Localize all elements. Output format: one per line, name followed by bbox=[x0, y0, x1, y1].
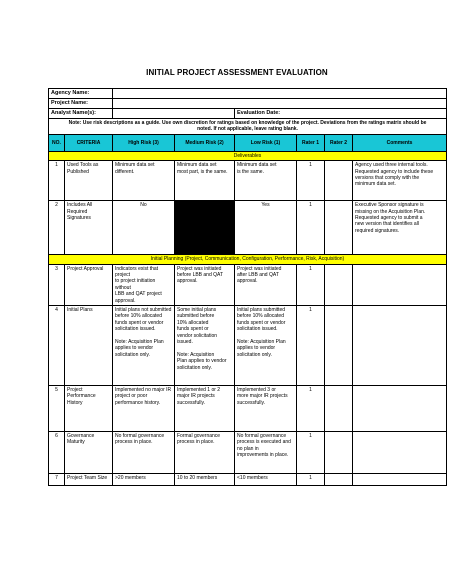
row-no: 2 bbox=[49, 201, 65, 255]
row-comments[interactable] bbox=[353, 474, 447, 486]
row-no: 4 bbox=[49, 306, 65, 386]
row-comments[interactable] bbox=[353, 306, 447, 386]
section-title-initial-planning: Initial Planning (Project, Communication, Configuration, Performance, Risk, Acquisition) bbox=[49, 255, 447, 264]
section-header-row bbox=[49, 151, 447, 160]
analyst-label: Analyst Name(s): bbox=[49, 109, 113, 119]
row-no: 1 bbox=[49, 161, 65, 201]
row-rater-2[interactable] bbox=[325, 306, 353, 386]
row-medium-risk: Implemented 1 or 2 major IR projects successfully. bbox=[175, 386, 235, 432]
row-no: 6 bbox=[49, 432, 65, 474]
row-low-risk: Minimum data set is the same. bbox=[235, 161, 297, 201]
row-criteria: Used Tools as Published bbox=[65, 161, 113, 201]
page-title: INITIAL PROJECT ASSESSMENT EVALUATION bbox=[146, 68, 328, 77]
section-title-deliverables: Deliverables bbox=[49, 151, 447, 160]
col-header-high-risk: High Risk (3) bbox=[113, 134, 175, 151]
row-medium-risk: Minimum data set most part, is the same. bbox=[175, 161, 235, 201]
col-header-comments: Comments bbox=[353, 134, 447, 151]
agency-row bbox=[49, 89, 447, 99]
row-high-risk: >20 members bbox=[113, 474, 175, 486]
row-comments[interactable] bbox=[353, 264, 447, 305]
project-row bbox=[49, 99, 447, 109]
row-high-risk: Implemented no major IR project or poor performance history. bbox=[113, 386, 175, 432]
table-row bbox=[49, 201, 447, 255]
table-row bbox=[49, 474, 447, 486]
row-rater-1[interactable]: 1 bbox=[297, 432, 325, 474]
column-header-row bbox=[49, 134, 447, 151]
row-low-risk: Initial plans submitted before 10% allocated funds spent or vendor solicitation issued. Note: Acquisition Plan applies to vendor solicitation only. bbox=[235, 306, 297, 386]
col-header-criteria: CRITERIA bbox=[65, 134, 113, 151]
row-criteria: Initial Plans bbox=[65, 306, 113, 386]
row-rater-2[interactable] bbox=[325, 474, 353, 486]
row-high-risk: Minimum data set different. bbox=[113, 161, 175, 201]
row-rater-1[interactable]: 1 bbox=[297, 161, 325, 201]
row-comments[interactable] bbox=[353, 386, 447, 432]
row-criteria: Project Approval bbox=[65, 264, 113, 305]
row-rater-1[interactable]: 1 bbox=[297, 386, 325, 432]
row-criteria: Project Performance History bbox=[65, 386, 113, 432]
row-no: 5 bbox=[49, 386, 65, 432]
col-header-no: NO. bbox=[49, 134, 65, 151]
row-medium-risk: 10 to 20 members bbox=[175, 474, 235, 486]
row-comments[interactable]: Agency used three internal tools. Requested agency to include these versions that comply with the minimum data set. bbox=[353, 161, 447, 201]
note-line-1: Note: Use risk descriptions as a guide. Use own discretion for ratings based on knowledge of the project. Deviations from the ratings matrix should be bbox=[68, 120, 427, 127]
row-high-risk: Initial plans not submitted before 10% allocated funds spent or vendor solicitation issued. Note: Acquisition Plan applies to vendor solicitation only. bbox=[113, 306, 175, 386]
col-header-rater-1: Rater 1 bbox=[297, 134, 325, 151]
note-row bbox=[49, 119, 447, 135]
row-rater-1[interactable]: 1 bbox=[297, 201, 325, 255]
agency-value[interactable] bbox=[113, 89, 447, 99]
row-comments[interactable] bbox=[353, 432, 447, 474]
row-rater-1[interactable]: 1 bbox=[297, 474, 325, 486]
row-criteria: Project Team Size bbox=[65, 474, 113, 486]
analyst-row bbox=[49, 109, 447, 119]
row-comments[interactable]: Executive Sponsor signature is missing on the Acquisition Plan. Requested agency to submit a new version that identifies all required signatures. bbox=[353, 201, 447, 255]
row-criteria: Governance Maturity bbox=[65, 432, 113, 474]
row-rater-2[interactable] bbox=[325, 264, 353, 305]
evaluation-date-label: Evaluation Date: bbox=[235, 109, 447, 119]
row-criteria: Includes All Required Signatures bbox=[65, 201, 113, 255]
row-rater-1[interactable]: 1 bbox=[297, 306, 325, 386]
row-medium-risk: Project was initiated before LBB and QAT approval. bbox=[175, 264, 235, 305]
project-label: Project Name: bbox=[49, 99, 113, 109]
analyst-value[interactable] bbox=[113, 109, 235, 119]
row-no: 3 bbox=[49, 264, 65, 305]
table-row bbox=[49, 264, 447, 305]
row-low-risk: <10 members bbox=[235, 474, 297, 486]
note-line-2: noted. If not applicable, leave rating blank. bbox=[197, 126, 298, 133]
row-low-risk: Implemented 3 or more major IR projects successfully. bbox=[235, 386, 297, 432]
col-header-rater-2: Rater 2 bbox=[325, 134, 353, 151]
row-rater-2[interactable] bbox=[325, 161, 353, 201]
note-text bbox=[49, 119, 447, 135]
section-header-row bbox=[49, 255, 447, 264]
table-row bbox=[49, 161, 447, 201]
row-high-risk: Indicators exist that project to project initiation without LBB and QAT project approval. bbox=[113, 264, 175, 305]
row-no: 7 bbox=[49, 474, 65, 486]
row-rater-2[interactable] bbox=[325, 386, 353, 432]
row-high-risk: No bbox=[113, 201, 175, 255]
table-row bbox=[49, 432, 447, 474]
col-header-medium-risk: Medium Risk (2) bbox=[175, 134, 235, 151]
col-header-low-risk: Low Risk (1) bbox=[235, 134, 297, 151]
row-medium-risk-blacked-out bbox=[175, 201, 235, 255]
project-value[interactable] bbox=[113, 99, 447, 109]
row-rater-1[interactable]: 1 bbox=[297, 264, 325, 305]
assessment-table bbox=[48, 88, 447, 486]
row-low-risk: Yes bbox=[235, 201, 297, 255]
row-high-risk: No formal governance process in place. bbox=[113, 432, 175, 474]
row-medium-risk: Some initial plans submitted before 10% allocated funds spent or vendor solicitation issued. Note: Acquisition Plan applies to vendor solicitation only. bbox=[175, 306, 235, 386]
row-low-risk: No formal governance process is executed and no plan in improvements in place. bbox=[235, 432, 297, 474]
table-row bbox=[49, 306, 447, 386]
row-medium-risk: Formal governance process in place. bbox=[175, 432, 235, 474]
table-row bbox=[49, 386, 447, 432]
row-low-risk: Project was initiated after LBB and QAT approval. bbox=[235, 264, 297, 305]
agency-label: Agency Name: bbox=[49, 89, 113, 99]
row-rater-2[interactable] bbox=[325, 432, 353, 474]
row-rater-2[interactable] bbox=[325, 201, 353, 255]
